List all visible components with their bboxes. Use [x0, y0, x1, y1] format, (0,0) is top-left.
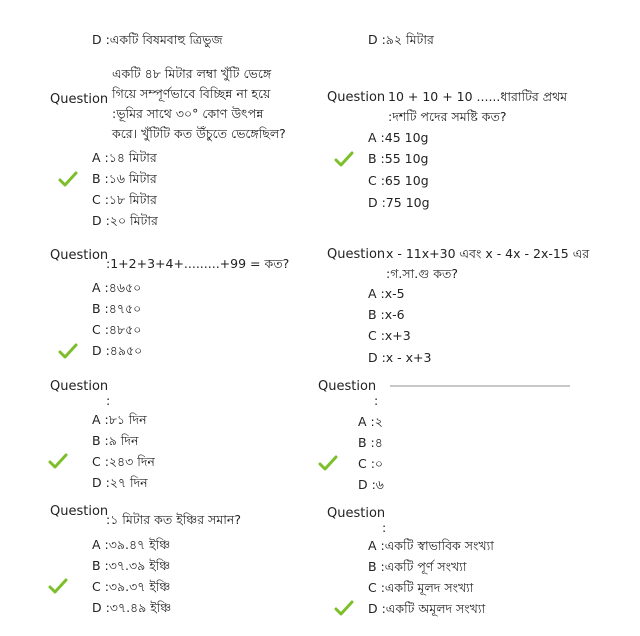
option-b[interactable]: B :একটি পূর্ণ সংখ্যা: [368, 559, 467, 574]
question-text: [382, 518, 386, 538]
question-text: [388, 87, 567, 127]
option-b[interactable]: B :১৬ মিটার: [92, 171, 157, 186]
option-a[interactable]: A :২: [358, 414, 383, 429]
question-label: Question: [327, 506, 386, 521]
option-d[interactable]: D :x - x+3: [368, 350, 432, 365]
question-text-line: :: [382, 520, 387, 535]
option-d[interactable]: D :৬: [358, 477, 384, 492]
option-a[interactable]: A :৩৯.৪৭ ইঞ্চি: [92, 537, 171, 552]
option-d[interactable]: D :২০ মিটার: [92, 213, 158, 228]
option-a[interactable]: A :45 10g: [368, 130, 429, 145]
option-d[interactable]: D :একটি অমূলদ সংখ্যা: [368, 601, 486, 616]
option-b[interactable]: B :৩৭.৩৯ ইঞ্চি: [92, 558, 171, 573]
check-icon: [48, 578, 68, 594]
option-a[interactable]: A :৮১ দিন: [92, 412, 147, 427]
blurred-question-text: [390, 385, 570, 387]
option-a[interactable]: A :১৪ মিটার: [92, 150, 157, 165]
question-label: Question: [327, 90, 386, 105]
option-c[interactable]: C :৪৮৫০: [92, 322, 142, 337]
question-text-line: :: [106, 393, 111, 408]
check-icon: [334, 600, 354, 616]
option-c[interactable]: C :৩৯.৩৭ ইঞ্চি: [92, 579, 171, 594]
check-icon: [48, 453, 68, 469]
option-c[interactable]: C :০: [358, 456, 384, 471]
option-d[interactable]: D :৪৯৫০: [92, 343, 143, 358]
question-text: [106, 391, 110, 411]
question-text-line: :ভূমির সাথে ৩০° কোণ উৎপন্ন: [112, 106, 264, 121]
option-c[interactable]: C :১৮ মিটার: [92, 192, 157, 207]
question-text-line: :: [374, 393, 379, 408]
option-c[interactable]: C :x+3: [368, 328, 411, 343]
option-d: D :একটি বিষমবাহু ত্রিভুজ: [92, 32, 223, 47]
option-b[interactable]: B :x-6: [368, 307, 405, 322]
question-text-line: :1+2+3+4+.........+99 = কত?: [106, 256, 290, 271]
question-label: Question: [50, 248, 109, 263]
question-text: [112, 64, 286, 144]
question-label: Question: [327, 247, 386, 262]
question-text: [106, 254, 289, 274]
option-d[interactable]: D :৩৭.৪৯ ইঞ্চি: [92, 600, 172, 615]
option-c[interactable]: C :একটি মূলদ সংখ্যা: [368, 580, 474, 595]
option-d[interactable]: D :২৭ দিন: [92, 475, 148, 490]
option-c[interactable]: C :65 10g: [368, 173, 429, 188]
check-icon: [58, 171, 78, 187]
option-d: D :৯২ মিটার: [368, 32, 434, 47]
question-label: Question: [50, 504, 109, 519]
option-b[interactable]: B :৯ দিন: [92, 433, 139, 448]
option-c[interactable]: C :২৪৩ দিন: [92, 454, 155, 469]
question-label: Question: [50, 92, 109, 107]
question-text-line: :১ মিটার কত ইঞ্চির সমান?: [106, 512, 241, 527]
option-a[interactable]: A :৪৬৫০: [92, 280, 142, 295]
question-text: [374, 391, 378, 411]
question-label: Question: [318, 379, 377, 394]
option-b[interactable]: B :৪: [358, 435, 383, 450]
question-text-line: :গ.সা.গু কত?: [386, 266, 459, 281]
question-text-line: গিয়ে সম্পূর্ণভাবে বিচ্ছিন্ন না হয়ে: [112, 86, 271, 101]
check-icon: [58, 343, 78, 359]
check-icon: [334, 151, 354, 167]
question-text-line: :দশটি পদের সমষ্টি কত?: [388, 109, 507, 124]
question-text-line: 10 + 10 + 10 ......ধারাটির প্রথম: [388, 89, 568, 104]
check-icon: [318, 455, 338, 471]
question-text-line: x - 11x+30 এবং x - 4x - 2x-15 এর: [386, 246, 590, 261]
option-a[interactable]: A :x-5: [368, 286, 405, 301]
option-d[interactable]: D :75 10g: [368, 195, 430, 210]
option-a[interactable]: A :একটি স্বাভাবিক সংখ্যা: [368, 538, 494, 553]
option-b[interactable]: B :৪৭৫০: [92, 301, 142, 316]
question-text-line: করে। খুঁটিটি কত উঁচুতে ভেঙ্গেছিল?: [112, 126, 286, 141]
question-text: [386, 244, 589, 284]
option-b[interactable]: B :55 10g: [368, 151, 429, 166]
question-text: [106, 510, 241, 530]
question-label: Question: [50, 379, 109, 394]
question-text-line: একটি ৪৮ মিটার লম্বা খুঁটি ভেঙ্গে: [112, 66, 272, 81]
